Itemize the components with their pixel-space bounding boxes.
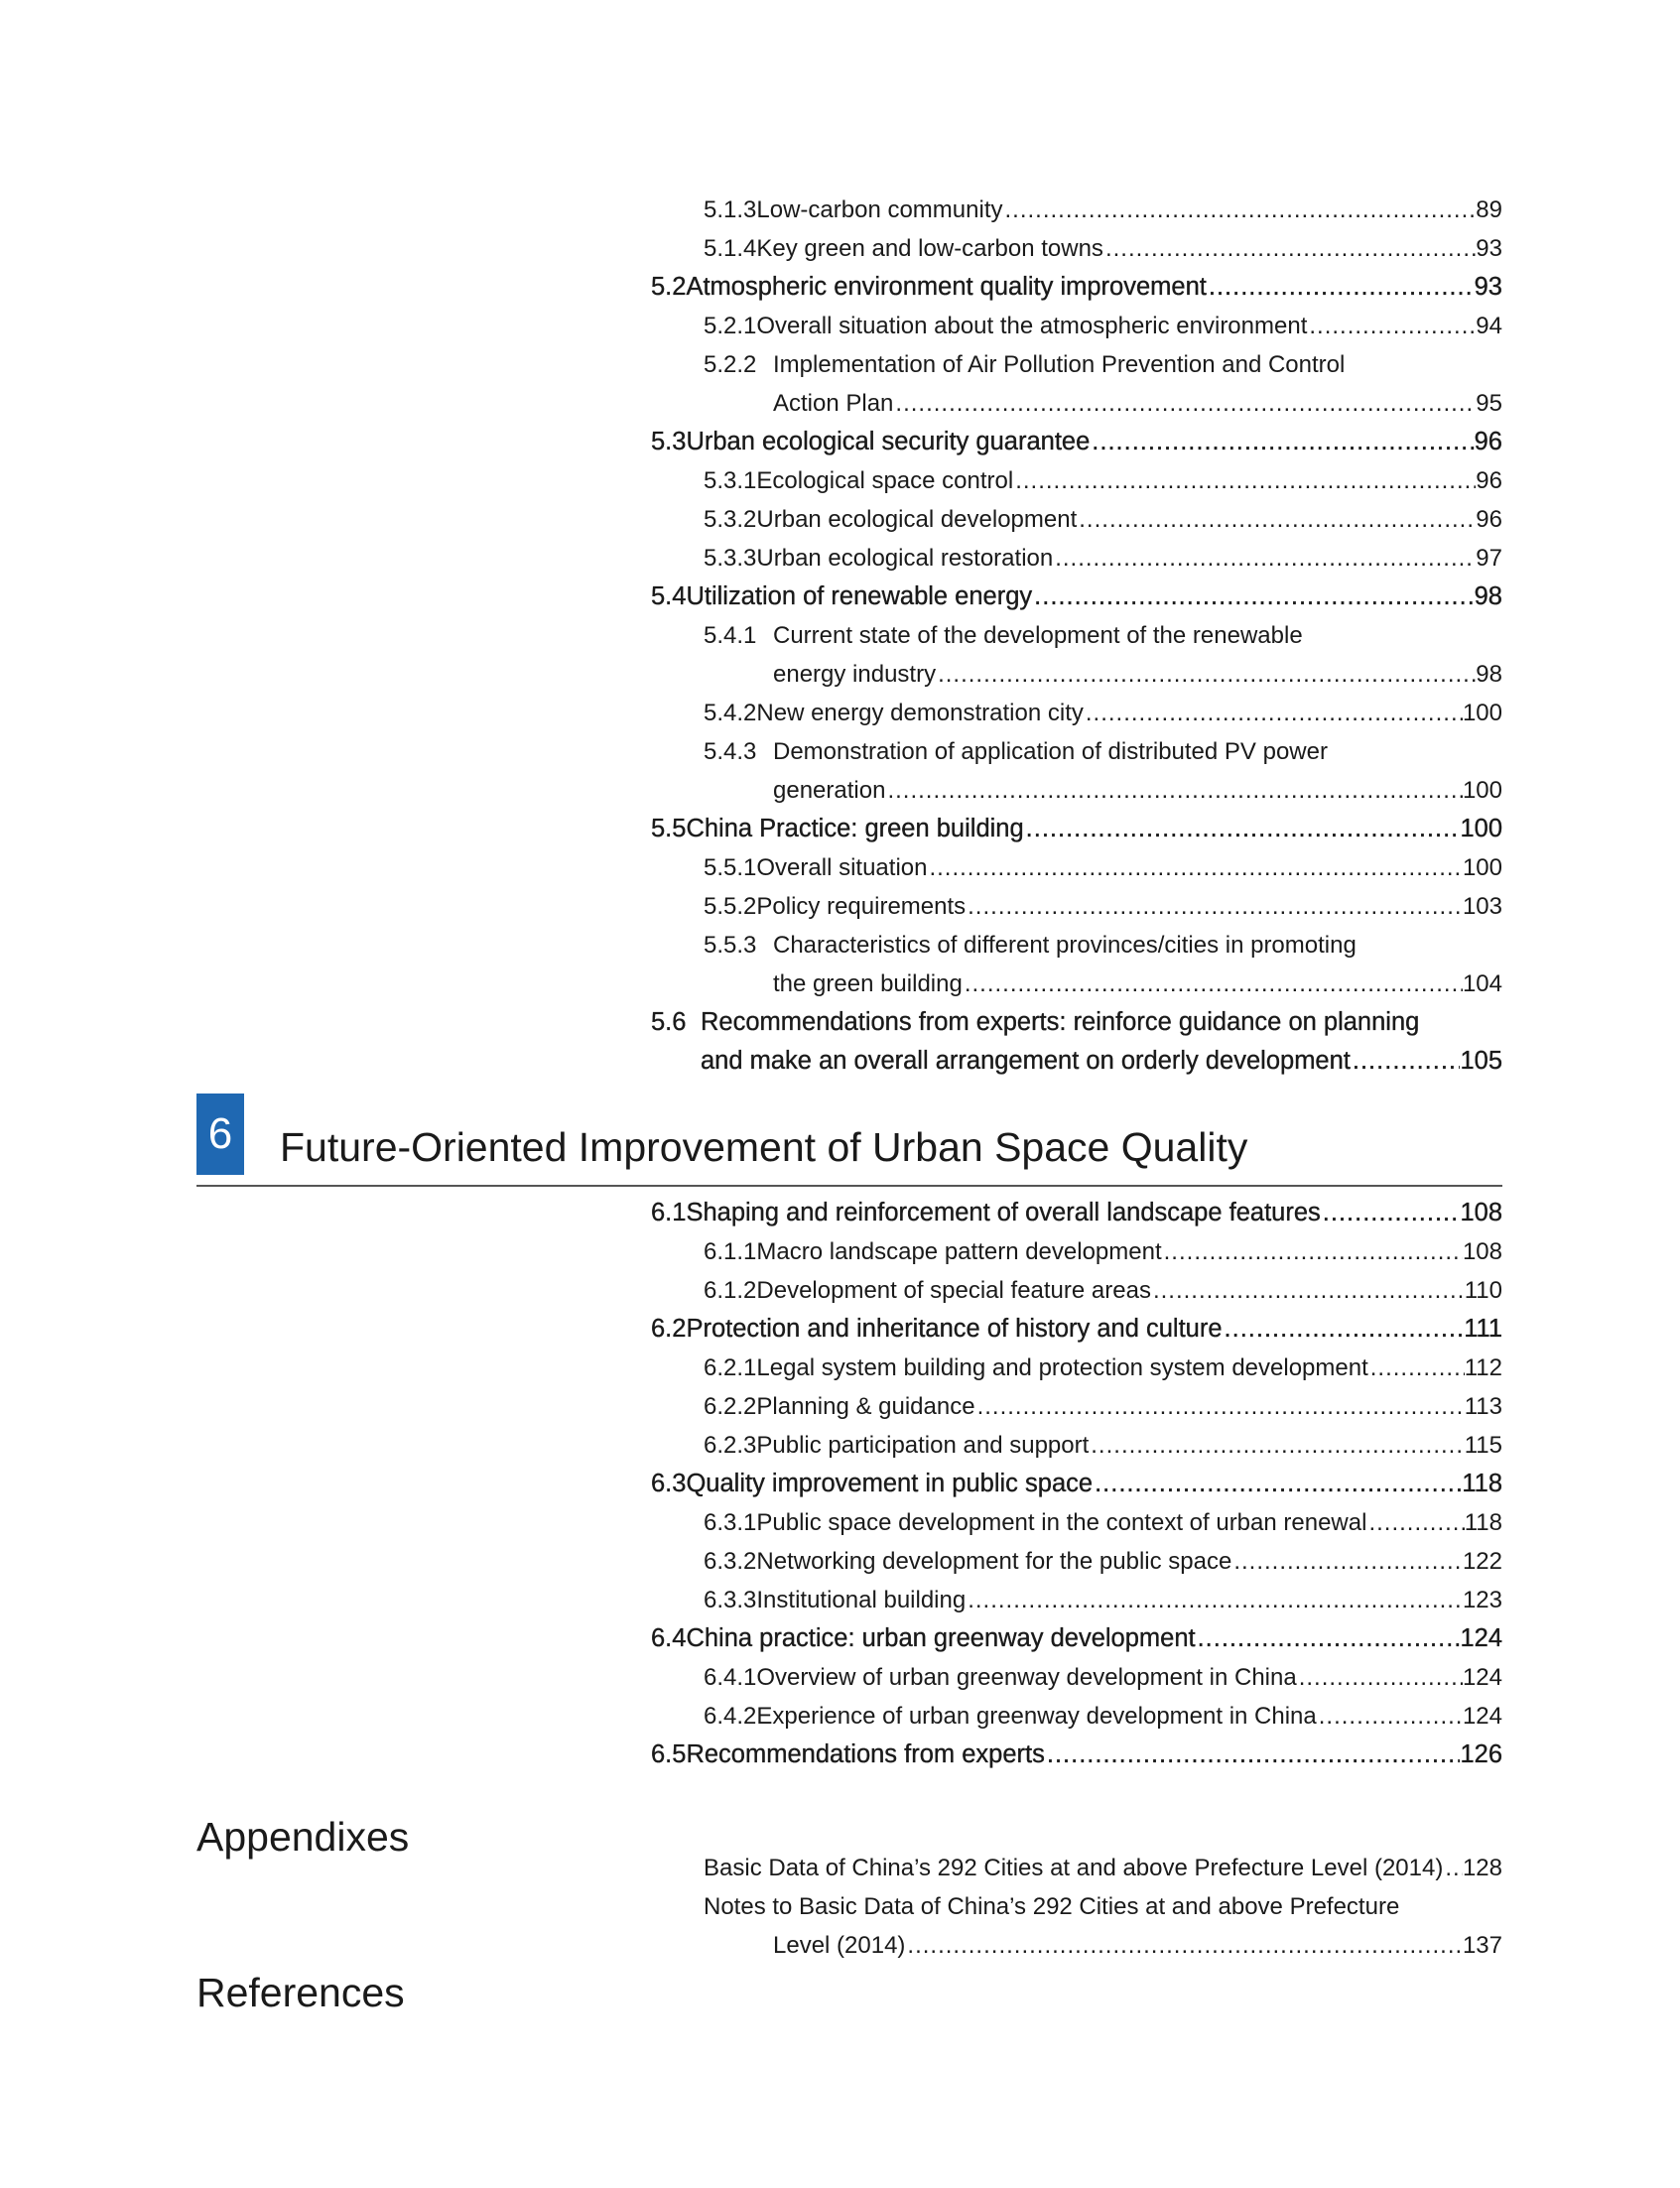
toc-entry-title: energy industry [773, 661, 937, 688]
chapter-number-badge: 6 [196, 1094, 244, 1175]
toc-page-number: 100 [1462, 700, 1502, 726]
toc-section-entry[interactable] [651, 1310, 1502, 1349]
toc-entry-title: Legal system building and protection system development [756, 1354, 1368, 1381]
toc-section-5-continued [651, 191, 1502, 1081]
dot-leader [1162, 1232, 1463, 1271]
dot-leader [1351, 1042, 1461, 1081]
toc-entry-number: 5.5.3 [704, 932, 757, 959]
toc-entry-number: 5.4.2 [704, 700, 757, 726]
dot-leader [1089, 1426, 1464, 1465]
dot-leader [1077, 500, 1476, 539]
toc-section-entry[interactable] [651, 1736, 1502, 1774]
toc-subsection-entry[interactable] [651, 1658, 1502, 1697]
toc-entry-title: Public space development in the context of urban renewal [756, 1509, 1367, 1536]
toc-subsection-entry[interactable] [651, 1349, 1502, 1387]
toc-entry-title: Notes to Basic Data of China’s 292 Cities at and above Prefecture [704, 1893, 1400, 1920]
toc-entry-number: 5.3.2 [704, 506, 757, 533]
toc-page-number: 113 [1464, 1393, 1502, 1420]
toc-entry-number: 6.1.1 [704, 1238, 757, 1265]
toc-page-number: 97 [1476, 545, 1502, 572]
dot-leader [905, 1926, 1463, 1965]
dot-leader [1297, 1658, 1463, 1697]
dot-leader [1032, 578, 1474, 616]
toc-chapter-6 [651, 1194, 1502, 1774]
dot-leader [893, 384, 1476, 423]
dot-leader [1321, 1194, 1461, 1232]
toc-appendixes [651, 1849, 1502, 1965]
toc-page-number: 98 [1476, 661, 1502, 688]
references-heading: References [196, 1970, 405, 2015]
toc-entry-number: 5.3.3 [704, 545, 757, 572]
dot-leader [1084, 694, 1463, 732]
toc-entry-number: 5.2 [651, 273, 687, 301]
toc-entry-title: Shaping and reinforcement of overall landscape features [686, 1199, 1321, 1226]
toc-entry-number: 6.4.1 [704, 1664, 757, 1691]
toc-entry-title: Implementation of Air Pollution Prevention and Control [773, 351, 1346, 378]
toc-entry-title: Development of special feature areas [756, 1277, 1151, 1304]
toc-page-number: 118 [1462, 1470, 1502, 1497]
toc-entry-title: Characteristics of different provinces/cities in promoting [773, 932, 1357, 959]
toc-entry-number: 5.4.3 [704, 738, 757, 765]
toc-entry-title: Overall situation about the atmospheric environment [756, 313, 1308, 339]
chapter-divider [196, 1185, 1502, 1187]
toc-entry-number: 6.1 [651, 1199, 687, 1226]
toc-subsection-entry[interactable] [651, 1503, 1502, 1542]
toc-entry-title: Overall situation [756, 854, 928, 881]
toc-section-entry[interactable] [651, 1619, 1502, 1658]
toc-page-number: 137 [1462, 1932, 1502, 1959]
toc-subsection-entry[interactable] [651, 539, 1502, 578]
toc-entry-title: Level (2014) [773, 1932, 906, 1959]
dot-leader [963, 965, 1463, 1003]
toc-page-number: 96 [1476, 506, 1502, 533]
toc-entry-title: Policy requirements [756, 893, 967, 920]
toc-page-number: 110 [1464, 1277, 1502, 1304]
toc-page-number: 115 [1464, 1432, 1502, 1459]
toc-entry-number: 6.2.1 [704, 1354, 757, 1381]
toc-page-number: 124 [1462, 1703, 1502, 1730]
toc-entry-title: Institutional building [756, 1587, 967, 1613]
dot-leader [1093, 1465, 1462, 1503]
chapter-title: Future-Oriented Improvement of Urban Space Quality [280, 1124, 1248, 1170]
toc-subsection-entry[interactable] [651, 229, 1502, 268]
toc-subsection-entry[interactable] [651, 694, 1502, 732]
dot-leader [966, 887, 1463, 926]
dot-leader [1368, 1349, 1465, 1387]
toc-subsection-entry[interactable] [651, 732, 1502, 810]
toc-subsection-entry[interactable] [651, 1426, 1502, 1465]
toc-entry-number: 6.3.1 [704, 1509, 757, 1536]
toc-entry-number: 6.3.3 [704, 1587, 757, 1613]
toc-entry-number: 5.5 [651, 815, 687, 842]
toc-page-number: 105 [1460, 1047, 1502, 1075]
toc-section-entry[interactable] [651, 1194, 1502, 1232]
toc-page-number: 112 [1464, 1354, 1502, 1381]
toc-entry-number: 5.5.2 [704, 893, 757, 920]
toc-entry-title: Planning & guidance [756, 1393, 975, 1420]
toc-entry-number: 5.4 [651, 582, 687, 610]
toc-subsection-entry[interactable] [651, 307, 1502, 345]
toc-entry-title: China Practice: green building [686, 815, 1024, 842]
toc-entry-title: Quality improvement in public space [686, 1470, 1094, 1497]
toc-entry-title: Current state of the development of the renewable [773, 622, 1303, 649]
dot-leader [1317, 1697, 1463, 1736]
toc-page-number: 96 [1476, 467, 1502, 494]
toc-entry-number: 6.2 [651, 1315, 687, 1343]
toc-subsection-entry[interactable] [651, 887, 1502, 926]
toc-entry-title: Urban ecological security guarantee [686, 428, 1091, 455]
toc-entry-title: Demonstration of application of distributed PV power [773, 738, 1328, 765]
toc-subsection-entry[interactable] [651, 926, 1502, 1003]
dot-leader [1231, 1542, 1463, 1581]
dot-leader [1045, 1736, 1461, 1774]
toc-page-number: 100 [1462, 777, 1502, 804]
toc-page-number: 124 [1460, 1624, 1502, 1652]
dot-leader [1090, 423, 1474, 461]
dot-leader [1443, 1849, 1463, 1887]
toc-subsection-entry[interactable] [651, 345, 1502, 423]
dot-leader [975, 1387, 1465, 1426]
dot-leader [966, 1581, 1463, 1619]
toc-entry-title: Utilization of renewable energy [686, 582, 1033, 610]
toc-page-number: 96 [1474, 428, 1502, 455]
dot-leader [885, 771, 1463, 810]
toc-subsection-entry[interactable] [651, 1387, 1502, 1426]
dot-leader [927, 848, 1462, 887]
toc-entry-number: 5.1.3 [704, 196, 757, 223]
dot-leader [1053, 539, 1476, 578]
toc-section-entry[interactable] [651, 268, 1502, 307]
toc-entry-title: China practice: urban greenway development [686, 1624, 1196, 1652]
toc-entry-number: 5.1.4 [704, 235, 757, 262]
dot-leader [1207, 268, 1475, 307]
toc-entry-title: Experience of urban greenway development in China [756, 1703, 1317, 1730]
toc-entry-number: 6.3.2 [704, 1548, 757, 1575]
toc-entry-title: Recommendations from experts [686, 1740, 1045, 1768]
toc-entry-number: 6.4 [651, 1624, 687, 1652]
toc-entry-number: 6.1.2 [704, 1277, 757, 1304]
toc-page-number: 95 [1476, 390, 1502, 417]
toc-entry-number: 5.2.2 [704, 351, 757, 378]
dot-leader [1003, 191, 1477, 229]
toc-page-number: 103 [1462, 893, 1502, 920]
toc-entry-title: generation [773, 777, 886, 804]
dot-leader [1223, 1310, 1465, 1349]
toc-entry-number: 5.5.1 [704, 854, 757, 881]
toc-entry-title: Ecological space control [756, 467, 1014, 494]
dot-leader [1024, 810, 1461, 848]
toc-page-number: 122 [1462, 1548, 1502, 1575]
toc-page-number: 124 [1462, 1664, 1502, 1691]
toc-page-number: 108 [1460, 1199, 1502, 1226]
toc-entry-title: Basic Data of China’s 292 Cities at and above Prefecture Level (2014) [704, 1855, 1444, 1881]
toc-subsection-entry[interactable] [651, 461, 1502, 500]
toc-page-number: 89 [1476, 196, 1502, 223]
toc-entry-number: 6.4.2 [704, 1703, 757, 1730]
dot-leader [1307, 307, 1476, 345]
dot-leader [1366, 1503, 1464, 1542]
toc-entry-number: 5.2.1 [704, 313, 757, 339]
toc-entry-number: 5.3.1 [704, 467, 757, 494]
toc-entry-title: Urban ecological restoration [756, 545, 1054, 572]
toc-subsection-entry[interactable] [651, 1697, 1502, 1736]
toc-entry-title: Networking development for the public space [756, 1548, 1232, 1575]
toc-page-number: 126 [1460, 1740, 1502, 1768]
appendixes-heading: Appendixes [196, 1814, 410, 1860]
toc-entry-title: the green building [773, 970, 963, 997]
toc-entry-number: 6.3 [651, 1470, 687, 1497]
dot-leader [1103, 229, 1476, 268]
toc-subsection-entry[interactable] [651, 1542, 1502, 1581]
toc-subsection-entry[interactable] [651, 191, 1502, 229]
toc-page-number: 104 [1462, 970, 1502, 997]
toc-entry-title: Recommendations from experts: reinforce guidance on planning [701, 1008, 1420, 1036]
toc-entry-title: and make an overall arrangement on orderly development [701, 1047, 1351, 1075]
toc-subsection-entry[interactable] [651, 1271, 1502, 1310]
toc-subsection-entry[interactable] [651, 616, 1502, 694]
toc-page-number: 94 [1476, 313, 1502, 339]
toc-entry-number: 5.3 [651, 428, 687, 455]
toc-entry-title: Atmospheric environment quality improvement [686, 273, 1207, 301]
toc-subsection-entry[interactable] [651, 500, 1502, 539]
toc-section-entry[interactable] [651, 578, 1502, 616]
toc-entry-number: 5.6 [651, 1008, 687, 1036]
toc-section-entry[interactable] [651, 1003, 1502, 1081]
toc-subsection-entry[interactable] [651, 1849, 1502, 1887]
toc-page-number: 93 [1474, 273, 1502, 301]
toc-entry-number: 6.2.3 [704, 1432, 757, 1459]
toc-entry-title: Protection and inheritance of history and culture [686, 1315, 1223, 1343]
toc-entry-number: 5.4.1 [704, 622, 757, 649]
toc-subsection-entry[interactable] [651, 848, 1502, 887]
toc-section-entry[interactable] [651, 1465, 1502, 1503]
toc-page-number: 100 [1462, 854, 1502, 881]
toc-page-number: 128 [1462, 1855, 1502, 1881]
toc-page-number: 108 [1462, 1238, 1502, 1265]
dot-leader [936, 655, 1476, 694]
dot-leader [1013, 461, 1476, 500]
toc-section-entry[interactable] [651, 810, 1502, 848]
dot-leader [1151, 1271, 1465, 1310]
dot-leader [1196, 1619, 1461, 1658]
toc-section-entry[interactable] [651, 423, 1502, 461]
toc-page-number: 123 [1462, 1587, 1502, 1613]
toc-page-number: 98 [1474, 582, 1502, 610]
toc-subsection-entry[interactable] [651, 1581, 1502, 1619]
toc-entry-title: Action Plan [773, 390, 894, 417]
toc-entry-title: Urban ecological development [756, 506, 1078, 533]
toc-page-number: 100 [1460, 815, 1502, 842]
toc-entry-number: 6.2.2 [704, 1393, 757, 1420]
toc-entry-title: New energy demonstration city [756, 700, 1084, 726]
toc-entry-title: Overview of urban greenway development in China [756, 1664, 1297, 1691]
toc-entry-number: 6.5 [651, 1740, 687, 1768]
toc-entry-title: Low-carbon community [756, 196, 1003, 223]
toc-entry-title: Public participation and support [756, 1432, 1090, 1459]
toc-subsection-entry[interactable] [651, 1232, 1502, 1271]
toc-entry-title: Key green and low-carbon towns [756, 235, 1103, 262]
toc-page-number: 93 [1476, 235, 1502, 262]
toc-page-number: 111 [1464, 1315, 1502, 1343]
toc-entry-title: Macro landscape pattern development [756, 1238, 1162, 1265]
toc-subsection-entry[interactable] [651, 1887, 1502, 1965]
toc-page-number: 118 [1464, 1509, 1502, 1536]
